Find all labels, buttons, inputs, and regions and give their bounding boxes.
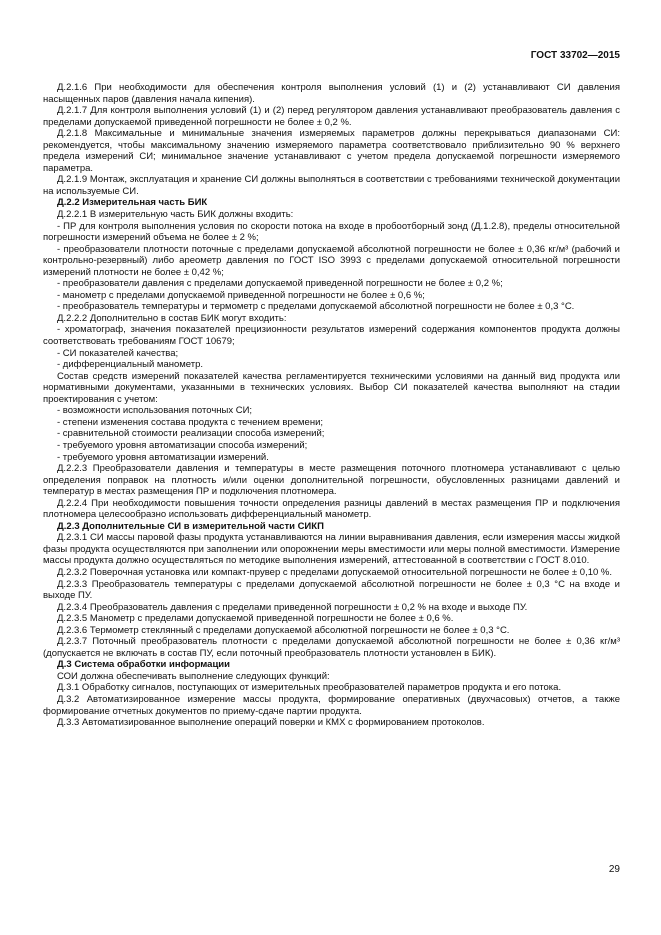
paragraph: Д.2.2.3 Преобразователи давления и температуры в месте размещения поточного плотномера устанавливают с целью определения поправок на плотность и/или оценки дополнительной погрешности, обусловленных разницами давлений и температур в местах размещения ПР и подключения плотномера. — [43, 463, 620, 498]
paragraph: Д.3.3 Автоматизированное выполнение операций поверки и КМХ с формированием протоколов. — [57, 717, 485, 729]
paragraph: Д.2.2.1 В измерительную часть БИК должны входить: — [57, 209, 294, 221]
paragraph: - манометр с пределами допускаемой приведенной погрешности не более ± 0,6 %; — [57, 289, 425, 301]
paragraph: Д.2.3.7 Поточный преобразователь плотности с пределами допускаемой абсолютной погрешности не более ± 0,36 кг/м³ (допускается не включать в состав ПУ, если поточный преобразователь плотности установлен в БИК). — [43, 636, 620, 659]
paragraph: СОИ должна обеспечивать выполнение следующих функций: — [57, 670, 330, 682]
paragraph: - требуемого уровня автоматизации способа измерений; — [57, 439, 308, 451]
paragraph: Д.2.1.7 Для контроля выполнения условий (1) и (2) перед регулятором давления устанавливают преобразователь давления с пределами допускаемой приведенной погрешности не более ± 0,2 %. — [43, 105, 620, 128]
paragraph: - ПР для контроля выполнения условия по скорости потока на входе в пробоотборный зонд (Д.1.2.8), пределы относительной погрешности измерений объема не более ± 2 %; — [43, 220, 620, 244]
paragraph: Д.2.3.1 СИ массы паровой фазы продукта устанавливаются на линии выравнивания давления, если измерения массы жидкой фазы продукта осуществляются при заполнении или опорожнении меры вместимости или меры полной вместимости. Измерение массы продукта должно осуществляться по методике выполнения измерений, аттестованной в соответствии с ГОСТ 8.010. — [43, 532, 620, 567]
section-heading: Д.2.2 Измерительная часть БИК — [57, 197, 208, 209]
paragraph: Д.2.3.6 Термометр стеклянный с пределами допускаемой абсолютной погрешности не более ± 0,3 °С. — [57, 624, 510, 636]
paragraph: Д.2.3.4 Преобразователь давления с пределами приведенной погрешности ± 0,2 % на входе и выходе ПУ. — [57, 601, 528, 613]
paragraph: - хроматограф, значения показателей прецизионности результатов измерений содержания компонентов продукта должны соответствовать требованиям ГОСТ 10679; — [43, 324, 620, 348]
paragraph: Д.3.1 Обработку сигналов, поступающих от измерительных преобразователей параметров продукта и его потока. — [57, 682, 562, 694]
page-number: 29 — [608, 864, 620, 875]
document-body — [43, 82, 620, 729]
paragraph: - преобразователи давления с пределами допускаемой приведенной погрешности не более ± 0,2 %; — [57, 278, 503, 290]
paragraph: Д.3.2 Автоматизированное измерение массы продукта, формирование оперативных (двухчасовых) отчетов, а также формирование отчетных документов по приему-сдаче партии продукта. — [43, 693, 620, 717]
paragraph: Д.2.1.9 Монтаж, эксплуатация и хранение СИ должны выполняться в соответствии с требованиями технической документации на используемые СИ. — [43, 174, 620, 197]
paragraph: - степени изменения состава продукта с течением времени; — [57, 416, 324, 428]
section-heading: Д.2.3 Дополнительные СИ в измерительной части СИКП — [57, 520, 324, 532]
paragraph: - сравнительной стоимости реализации способа измерений; — [57, 428, 325, 440]
paragraph: - дифференциальный манометр. — [57, 359, 204, 371]
paragraph: Д.2.3.5 Манометр с пределами допускаемой приведенной погрешности не более ± 0,6 %. — [57, 613, 454, 625]
section-heading: Д.3 Система обработки информации — [57, 659, 230, 671]
paragraph: - преобразователи плотности поточные с пределами допускаемой абсолютной погрешности не более ± 0,36 кг/м³ (рабочий и контрольно-резервный) либо ареометр давления по ГОСТ ISO 3993 с пределами допускаемой относительной погрешности измерений плотности не более ± 0,42 %; — [43, 243, 620, 278]
paragraph: - преобразователь температуры и термометр с пределами допускаемой абсолютной погрешности не более ± 0,3 °С. — [57, 301, 575, 313]
paragraph: Д.2.2.2 Дополнительно в состав БИК могут входить: — [57, 312, 287, 324]
paragraph: Д.2.1.6 При необходимости для обеспечения контроля выполнения условий (1) и (2) устанавливают СИ давления насыщенных паров (давления начала кипения). — [43, 82, 620, 105]
paragraph: Д.2.1.8 Максимальные и минимальные значения измеряемых параметров должны перекрываться диапазонами СИ: рекомендуется, чтобы максимальному значению измеряемого параметра соответствовало приблизительно 90 % верхнего предела измерений СИ; минимальное значение устанавливают с учетом предела допускаемой погрешности измеряемого параметра. — [43, 128, 620, 174]
doc-number-header: ГОСТ 33702—2015 — [530, 50, 620, 61]
paragraph: Д.2.3.3 Преобразователь температуры с пределами допускаемой абсолютной погрешности не более ± 0,3 °С на входе и выходе ПУ. — [43, 578, 620, 602]
paragraph: Д.2.3.2 Поверочная установка или компакт-прувер с пределами допускаемой относительной погрешности не более ± 0,10 %. — [57, 566, 612, 578]
paragraph: - требуемого уровня автоматизации измерений. — [57, 451, 269, 463]
paragraph: - СИ показателей качества; — [57, 347, 179, 359]
paragraph: Д.2.2.4 При необходимости повышения точности определения разницы давлений в местах размещения ПР и подключения плотномера целесообразно использовать дифференциальный манометр. — [43, 497, 620, 521]
paragraph: - возможности использования поточных СИ; — [57, 405, 253, 417]
paragraph: Состав средств измерений показателей качества регламентируется техническими условиями на данный вид продукта или нормативными документами, указанными в технических условиях. Выбор СИ показателей качества выполняют на стадии проектирования с учетом: — [43, 370, 620, 405]
